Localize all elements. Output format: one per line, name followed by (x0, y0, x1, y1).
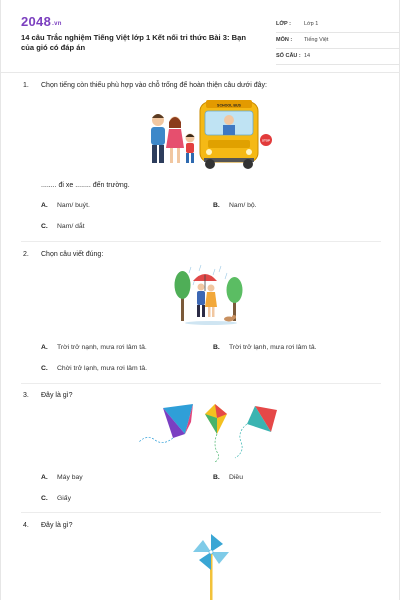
meta-value: 14 (304, 53, 311, 59)
logo-sub-text: .vn (52, 21, 62, 27)
q2-option-c-letter[interactable]: C. (41, 365, 48, 372)
stop-sign: STOP (261, 138, 271, 143)
question-3-number: 3. (23, 392, 29, 399)
meta-label: MÔN : (276, 37, 293, 43)
family-school-bus-illustration (144, 98, 274, 170)
kites-illustration (133, 402, 283, 464)
question-1-number: 1. (23, 82, 29, 89)
header-divider (1, 72, 400, 73)
q1-option-b-letter[interactable]: B. (213, 202, 220, 209)
question-4-number: 4. (23, 522, 29, 529)
q1-option-b[interactable]: Nam/ bộ. (229, 202, 257, 209)
meta-value: Lớp 1 (304, 21, 319, 27)
q1-option-c-letter[interactable]: C. (41, 223, 48, 230)
q1-option-a[interactable]: Nam/ buýt. (57, 202, 90, 209)
question-1-text: Chọn tiếng còn thiếu phù hợp vào chỗ trống để hoàn thiện câu dưới đây: (41, 82, 267, 89)
q3-option-b-letter[interactable]: B. (213, 474, 220, 481)
q2-option-b-letter[interactable]: B. (213, 344, 220, 351)
q3-option-a[interactable]: Máy bay (57, 474, 83, 481)
page-header (21, 14, 381, 70)
site-logo[interactable] (21, 14, 62, 29)
page-title: 14 câu Trắc nghiệm Tiếng Việt lớp 1 Kết nối tri thức Bài 3: Bạn của gió có đáp án (21, 33, 246, 52)
q2-option-b[interactable]: Trời trở lạnh, mưa rơi lâm tâ. (229, 344, 317, 351)
q2-option-a-letter[interactable]: A. (41, 344, 48, 351)
q3-option-b[interactable]: Diều (229, 474, 243, 481)
meta-label: SỐ CÂU : (276, 53, 301, 59)
meta-value: Tiếng Việt (304, 37, 329, 43)
question-divider (21, 512, 381, 513)
question-4-text: Đây là gì? (41, 522, 73, 529)
question-1-fill-sentence: ........ đi xe ........ đến trường. (41, 182, 130, 189)
meta-label: LỚP : (276, 21, 291, 27)
meta-row-subject (276, 34, 400, 49)
question-2-text: Chọn câu viết đúng: (41, 251, 104, 258)
q2-option-c[interactable]: Chời trở lạnh, mưa rơi lâm tâ. (57, 365, 148, 372)
q3-option-c-letter[interactable]: C. (41, 495, 48, 502)
question-divider (21, 383, 381, 384)
q2-option-a[interactable]: Trời trở nạnh, mưa rơi lâm tâ. (57, 344, 147, 351)
q1-option-a-letter[interactable]: A. (41, 202, 48, 209)
rainy-walk-illustration (171, 263, 246, 328)
q1-option-c[interactable]: Nam/ dắt (57, 223, 85, 230)
meta-info (276, 18, 400, 66)
question-divider (21, 241, 381, 242)
q3-option-a-letter[interactable]: A. (41, 474, 48, 481)
question-2-number: 2. (23, 251, 29, 258)
bus-sign: SCHOOL BUS (217, 103, 241, 108)
q3-option-c[interactable]: Giấy (57, 495, 71, 502)
pinwheel-illustration (189, 532, 233, 600)
logo-main-text: 2048 (21, 14, 52, 29)
meta-row-count (276, 50, 400, 65)
meta-row-grade (276, 18, 400, 33)
question-3-text: Đây là gì? (41, 392, 73, 399)
